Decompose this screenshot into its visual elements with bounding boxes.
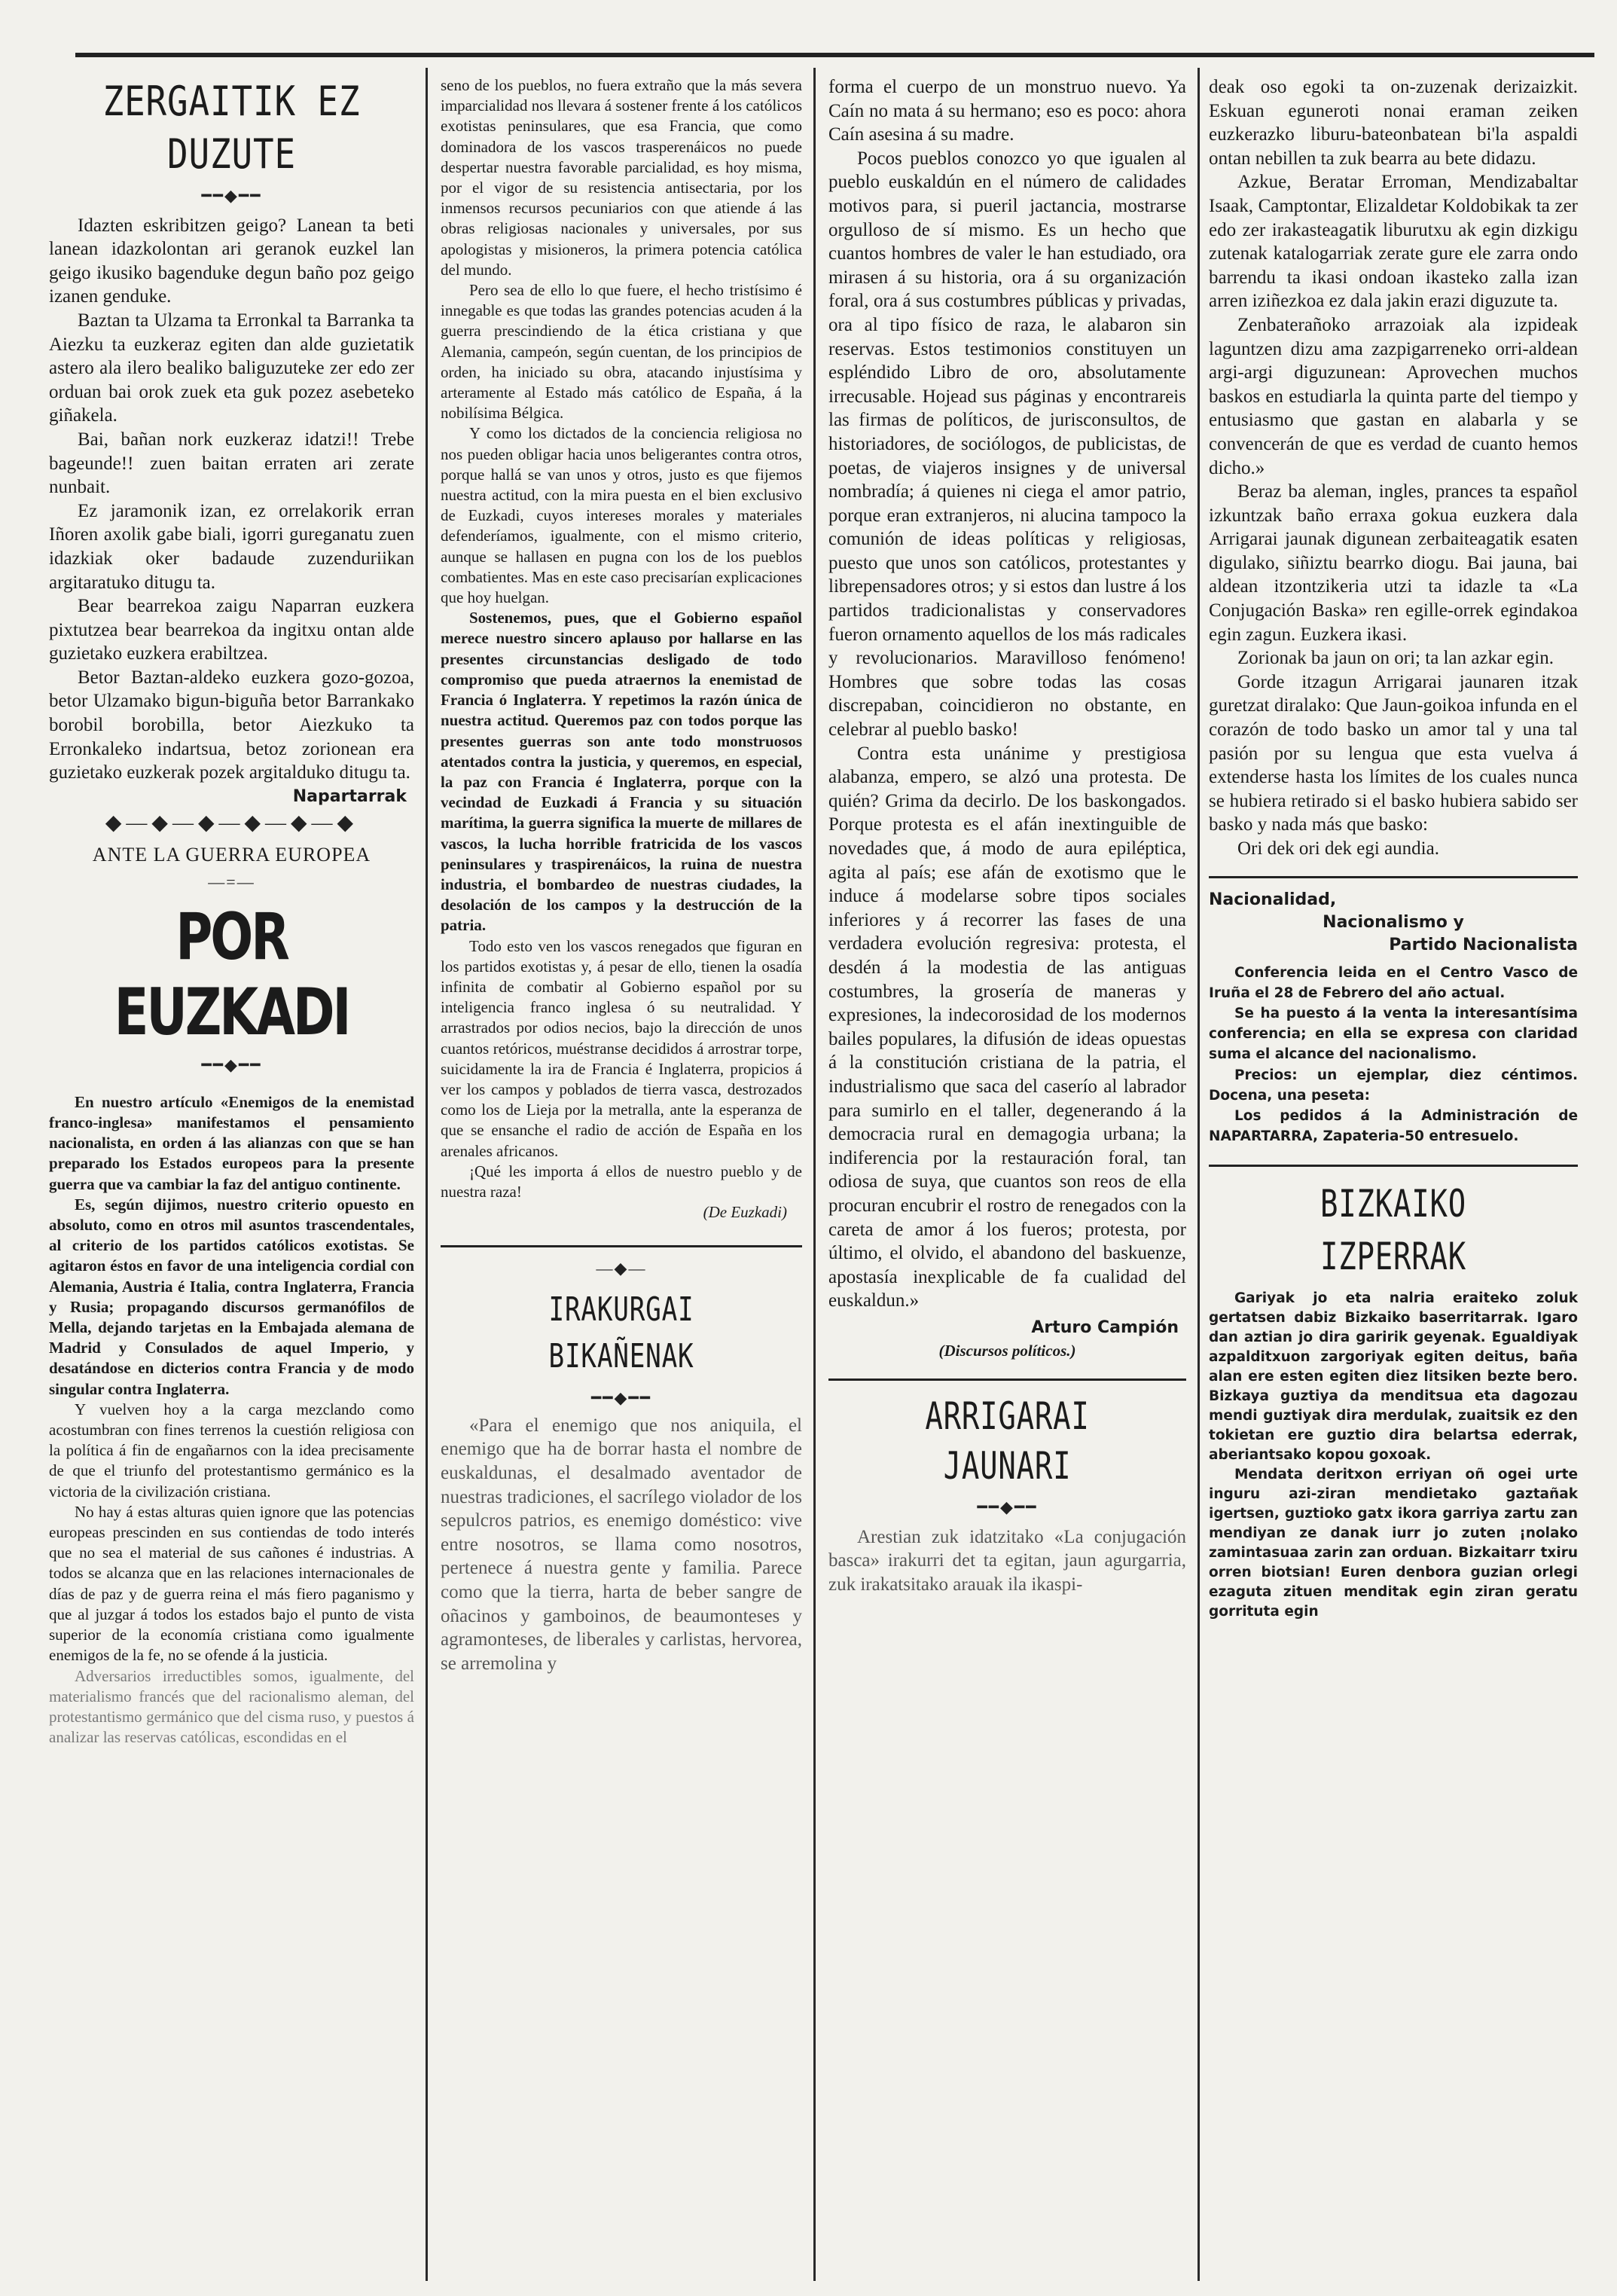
article-paragraph: Sostenemos, pues, que el Gobierno español merece nuestro sincero aplauso por hallarse en las presentes circunstancias desligado de todo compromiso que pueda atraernos la enemistad de Francia ó Inglaterra. Y repetimos la razón única de nuestra actitud. Queremos paz con todos porque las presentes guerras son ante todo monstruosos atentados contra la justicia, y queremos, en especial, la paz con Francia é Inglaterra, porque con la vecindad de Euzkadi á Francia y su situación marítima, la guerra significa la muerte de millares de vascos, la lucha horrible fratricida de los vascos peninsulares y traspirenáicos, la ruina de nuestra industria, el bombardeo de nuestras ciudades, la desolación de los campos y la destrucción de la patria. xyxy=(441,609,802,935)
article-title-por-euzkadi: POR EUZKADI xyxy=(114,899,349,1051)
notice-paragraph: Conferencia leida en el Centro Vasco de Iruña el 28 de Febrero del año actual. xyxy=(1209,964,1578,1001)
column-rule-1 xyxy=(426,68,428,2281)
article-paragraph: Azkue, Beratar Erroman, Mendizabaltar Isaak, Camptontar, Elizaldetar Koldobikak ta zer edo zer irakasteagatik liburutxu ak egin dizkigu zutenak katalogarriak zerate gure ele zarra ondo barrendu ta ikasi ondoan ikasteko zalla izan arren iziñezkoa ez dala jakin erazi diguzute ta. xyxy=(1209,172,1578,312)
column-1 xyxy=(49,75,414,2281)
article-paragraph: En nuestro artículo «Enemigos de la enemistad franco-inglesa» manifestamos el pensamiento nacionalista, en orden á las alianzas con que se han preparado los Estados europeos para la presente guerra que va cambiar la faz del antiguo continente. xyxy=(49,1092,414,1193)
top-rule xyxy=(75,53,1594,57)
column-3 xyxy=(828,75,1186,2281)
article-paragraph: «Para el enemigo que nos aniquila, el enemigo que ha de borrar hasta el nombre de euskaldunas, el desalmado aventador de nuestras tradiciones, el sacrílego violador de los sepulcros patrios, es enemigo doméstico: vive entre nosotros, se llama como nosotros, pertenece á nuestra gente y familia. Parece como que la tierra, harta de beber sangre de oñacinos y gamboinos, de beaumonteses y agramonteses, de liberales y carlistas, hervorea, se arremolina y xyxy=(441,1415,802,1674)
article-title-arrigarai: ARRIGARAI JAUNARI xyxy=(925,1394,1090,1488)
notice-paragraph: Se ha puesto á la venta la interesantísima conferencia; en ella se expresa con claridad suma el alcance del nacionalismo. xyxy=(1209,1006,1578,1063)
ornament-divider: ━━◆━━ xyxy=(201,1055,262,1075)
article-paragraph: Contra esta unánime y prestigiosa alabanza, empero, se alzó una protesta. De quién? Grima da decirlo. De los baskongados. Porque protesta es el afán inextinguible de novedades que, á modo de aura epiléptica, agita al país; ese afán de exotismo que le induce á modelarse sobre tipos sociales inferiores y á recorrer las fases de una verdadera evolución regresiva: protesta, el desdén á la modestia de las antiguas costumbres, la grosería de maneras y expresiones, la indecorosidad de los modernos bailes populares, la difusión de ideas opuestas á la constitución cristiana de la patria, el industrialismo que saca del caserío al labrador para sumirlo en el taller, degenerando á la democracia rural en demagogia urbana; la indiferencia por la restauración foral, tan odiosa de suya, que cuantos son reos de ella procuran encubrir el rostro de renegados con la careta de amor á los fueros; protesta, por último, el olvido, el abandono del baskuenze, apostasía inexplicable de fa cualidad del euskaldun.» xyxy=(828,743,1186,1311)
notice-title-line: Nacionalismo y xyxy=(1323,912,1464,932)
article-paragraph: Beraz ba aleman, ingles, prances ta español izkuntzak baño erraxa gokua euzkera dala Arrigarai jaunak digunean zerbaiteagatik esaten digulako, siñiztu bearrko diogu. Bai jauna, bai aldean itzontzikeria utzi ta idazle ta «La Conjugación Baska» ren egille-orrek egindakoa egin zagun. Euzkera ikasi. xyxy=(1209,481,1578,645)
article-paragraph: ¡Qué les importa á ellos de nuestro pueblo y de nuestra raza! xyxy=(441,1162,802,1201)
article-paragraph: Bai, bañan nork euzkeraz idatzi!! Trebe bageunde!! zuen baitan erraten ari zerate nunbait. xyxy=(49,429,414,498)
article-paragraph: deak oso egoki ta on-zuzenak derizaizkit. Eskuan eguneroti nonai eraman zeiken euzkerazko liburu-bateonbatean bi'la aspaldi ontan nebillen ta zuk bearra au bete didazu. xyxy=(1209,77,1578,169)
ornament-divider: ━━◆━━ xyxy=(591,1388,651,1407)
article-paragraph: Baztan ta Ulzama ta Erronkal ta Barranka ta Aiezku ta euzkeraz egiten dan alde guzietatik astero ala ilero bealiko baliguzuteke zer edo zer orduan bai orok zuek eta guk pozez asebeteko giñakela. xyxy=(49,310,414,426)
article-paragraph: No hay á estas alturas quien ignore que las potencias europeas prescinden en sus contiendas de todo interés que no sea el material de sus cañones é industrias. A todos se alcanza que en las relaciones internacionales de días de paz y de guerra reina el más fiero paganismo y que al juzgar á todos los estados bajo el punto de vista superior de la economía cristiana como igualmente enemigos de la fe, no se ofende á la justicia. xyxy=(49,1502,414,1665)
article-paragraph: Ez jaramonik izan, ez orrelakorik erran Iñoren axolik gabe biali, igorri gureganatu zuen idazkiak oker badaude zuzenduriikan argitaratuko ditugu ta. xyxy=(49,500,414,593)
article-paragraph: Zenbaterañoko arrazoiak ala izpideak laguntzen dizu ama zazpigarreneko orri-aldean argi-argi diguzunean: Aprovechen muchos baskos en estudiarla la quinta parte del tiempo y entusiasmo que gastan en alabarla y se convencerán de que es verdad de cuanto hemos dicho.» xyxy=(1209,314,1578,478)
article-paragraph: Y vuelven hoy a la carga mezclando como acostumbran con fines terrenos la cuestión religiosa con la política á fin de engañarnos con la idea precisamente de que el triunfo del protestantismo germánico es la victoria de la civilización cristiana. xyxy=(49,1400,414,1501)
section-rule xyxy=(828,1379,1186,1381)
source-discursos: (Discursos políticos.) xyxy=(938,1342,1076,1360)
source-credit: (De Euzkadi) xyxy=(703,1203,787,1222)
notice-paragraph: Precios: un ejemplar, diez céntimos. Docena, una peseta: xyxy=(1209,1067,1578,1104)
kicker-ante-la-guerra: ANTE LA GUERRA EUROPEA xyxy=(92,844,371,866)
article-paragraph: Gariyak jo eta nalria eraiteko zoluk gertatsen dabiz Bizkaiko baserritarrak. Igaro dan aztian jo dira garirik geyenak. Egualdiyak azpalditxuon zargoriyak egiten deitus, baña alan ere esten egiten diez litsiken bezte bero. Bizkaya guztiya da menditsua eta dagozau mendi guztiyak dira merdulak, zuaitsik ez den tokietan ere guztio dira belartsa ederrak, aberiantsako kopou goxoak. xyxy=(1209,1290,1578,1464)
article-title-bizkaiko-izperrak: BIZKAIKO IZPERRAK xyxy=(1320,1182,1467,1279)
article-paragraph: Arestian zuk idatzitako «La conjugación basca» irakurri det ta egitan, jaun agurgarria, zuk irakatsitako arauak ila ikaspi- xyxy=(828,1526,1186,1595)
ornament-divider: ━━◆━━ xyxy=(201,186,262,205)
article-paragraph: Todo esto ven los vascos renegados que figuran en los partidos exotistas y, á pesar de ello, tienen la osadía infinita de combatir al Gobierno español por su inteligencia franco inglesa ó su neutralidad. Y arrastrados por odios necios, bajo la dirección de unos cuantos retóricos, muéstranse decididos á arrostrar torpe, suicidamente la ira de Francia é Inglaterra, propicios á ver los campos y poblados de tierra vasca, destrozados como los de Lieja por la metralla, ante la esperanza de que se ensanche el radio de acción de España en los arenales africanos. xyxy=(441,936,802,1160)
article-paragraph: forma el cuerpo de un monstruo nuevo. Ya Caín no mata á su hermano; eso es poco: ahora Caín asesina á su madre. xyxy=(828,77,1186,145)
article-paragraph: Gorde itzagun Arrigarai jaunaren itzak guretzat diralako: Que Jaun-goikoa infunda en el corazón de todo basko un amor tal y una tal pasión por su lengua que esta vuelva á extenderse hasta los límites de los cuales nunca se hubiera retirado si el basko hubiera sabido ser basko y nada más que basko: xyxy=(1209,671,1578,835)
ornament-divider: ━━◆━━ xyxy=(977,1498,1038,1517)
article-body-arrigarai xyxy=(828,1525,1186,1597)
section-rule xyxy=(441,1245,802,1247)
column-2 xyxy=(441,75,802,2281)
signature-arturo-campion: Arturo Campión xyxy=(1031,1317,1179,1337)
notice-title-line: Partido Nacionalista xyxy=(1389,935,1578,954)
signature-napartarrak: Napartarrak xyxy=(292,786,407,806)
article-title-irakurgai: IRAKURGAI BIKAÑENAK xyxy=(548,1290,694,1375)
section-rule xyxy=(1209,1165,1578,1167)
article-body-bizkaiko xyxy=(1209,1289,1578,1622)
article-paragraph: Betor Baztan-aldeko euzkera gozo-gozoa, betor Ulzamako bigun-biguña betor Barrankako borobil borobilla, betor Aiezkuko ta Erronkaleko indartsua, betoz zorionean era guzietako euzkerak pozek argitalduko ditugu ta. xyxy=(49,667,414,783)
ornament-divider: —◆— xyxy=(596,1259,647,1278)
article-paragraph: Adversarios irreductibles somos, igualmente, del materialismo francés que del racionalismo aleman, del protestantismo germánico que del cisma ruso, y puestos á analizar las reservas católicas, escondidas en el xyxy=(49,1666,414,1747)
article-paragraph: Idazten eskribitzen geigo? Lanean ta beti lanean idazkolontan ari geranok euzkel lan geigo ikusiko bagenduke degun baño poz geigo izanen genduke. xyxy=(49,215,414,307)
notice-title-line: Nacionalidad, xyxy=(1209,890,1337,909)
notice-body xyxy=(1209,963,1578,1147)
article-paragraph: Y como los dictados de la conciencia religiosa no nos pueden obligar hacia unos beligerantes contra otros, porque hallá se van unos y otros, justo es que fijemos nuestra actitud, con la mira puesta en el bien exclusivo de Euzkadi, cuyos intereses morales y materiales defenderíamos, igualmente, con el mismo criterio, aunque se hallasen en pugna con los de los pueblos combatientes. Mas en este caso precisarían explicaciones que hoy huelgan. xyxy=(441,424,802,607)
column-rule-3 xyxy=(1197,68,1200,2281)
notice-title-block xyxy=(1209,889,1578,957)
article-paragraph: Es, según dijimos, nuestro criterio opuesto en absoluto, como en otros mil asuntos trascendentales, al criterio de los partidos católicos exotistas. Se agitaron éstos en favor de una inteligencia cordial con Alemania, Austria é Italia, contra Inglaterra, Francia y Rusia; propagando discursos germanófilos de Mella, dejando tarjetas en la Embajada alemana de Madrid y Consulados de aquel Imperio, y desatándose en dicterios contra Francia y de modo singular contra Inglaterra. xyxy=(49,1195,414,1398)
article-paragraph: Mendata deritxon erriyan oñ ogei urte inguru azi-ziran mendietako gaztañak igertsen, guztioko gatx ikora garriya zartu zan mendiyan ze danak iurr jo zuten ¡nolako zamintasuaa zarin zan orduan. Bizkaitarr txiru orren biotsian! Euren denbora guzian orlegi ezaguta zituen menditak egin ziran geratu gorrituta egin xyxy=(1209,1467,1578,1620)
article-title-zergaitik: ZERGAITIK EZ DUZUTE xyxy=(102,78,361,178)
article-paragraph: Pero sea de ello lo que fuere, el hecho tristísimo é innegable es que todas las grandes potencias acuden á la guerra prescindiendo de la ética cristiana y que Alemania, campeón, según cuentan, de los principios de orden, ha iniciado su obra, atacando injustísima y arteramente al Estado más católico de España, á la nobilísima Bélgica. xyxy=(441,281,802,423)
article-paragraph: Zorionak ba jaun on ori; ta lan azkar egin. xyxy=(1237,648,1554,669)
article-body-por-euzkadi xyxy=(49,1092,414,1748)
ornament-divider: ◆—◆—◆—◆—◆—◆ xyxy=(105,811,358,835)
section-rule xyxy=(1209,876,1578,878)
column-rule-2 xyxy=(813,68,816,2281)
article-paragraph: Pocos pueblos conozco yo que igualen al pueblo euskaldún en el número de calidades motivos para, si pueril jactancia, mostrarse orgulloso de sí mismo. Es un hecho que cuantos hombres de valer le han estudiado, ora mirasen á su historia, ora á su organización foral, ora á sus costumbres públicas y privadas, ora al tipo físico de raza, le alabaron sin reservas. Estos testimonios constituyen un espléndido Libro de oro, absolutamente irrecusable. Hojead sus páginas y encontrareis las firmas de políticos, de jurisconsultos, de historiadores, de sociólogos, de publicistas, de poetas, de viajeros insignes y de universal nombradía; á quienes ni ciega el amor patrio, porque eran extranjeros, ni alucina tampoco la comunión de ideas políticas y religiosas, puesto que unos son católicos, protestantes y librepensadores otros; y si estos dan lustre á los partidos tradicionalistas y conservadores fueron ornamento aquellos de los más radicales y revolucionarios. Maravilloso fenómeno! Hombres que sobre todas las cosas discrepaban, coincidieron no obstante, en celebrar al pueblo basko! xyxy=(828,148,1186,740)
article-body-irakurgai xyxy=(441,1414,802,1676)
article-paragraph: seno de los pueblos, no fuera extraño que la más severa imparcialidad nos llevara á sostener frente á los católicos exotistas peninsulares, que esa Francia, que como dominadora de los vascos trasperenáicos no puede despertar nuestra favorable parcialidad, es hoy misma, por el vigor de su resistencia antisectaria, por los inmensos recursos pecuniarios con que atiende á las obras religiosas nacionales y universales, por sus apologistas y misioneros, la primera potencia católica del mundo. xyxy=(441,76,802,279)
column-4 xyxy=(1209,75,1578,2281)
article-paragraph: Bear bearrekoa zaigu Naparran euzkera pixtutzea bear bearrekoa da ingitxu ontan alde guzietako euzkera erabiltzea. xyxy=(49,596,414,664)
ornament-divider: —=— xyxy=(208,872,255,891)
article-paragraph: Ori dek ori dek egi aundia. xyxy=(1237,838,1439,859)
notice-paragraph: Los pedidos á la Administración de NAPARTARRA, Zapateria-50 entresuelo. xyxy=(1209,1108,1578,1145)
